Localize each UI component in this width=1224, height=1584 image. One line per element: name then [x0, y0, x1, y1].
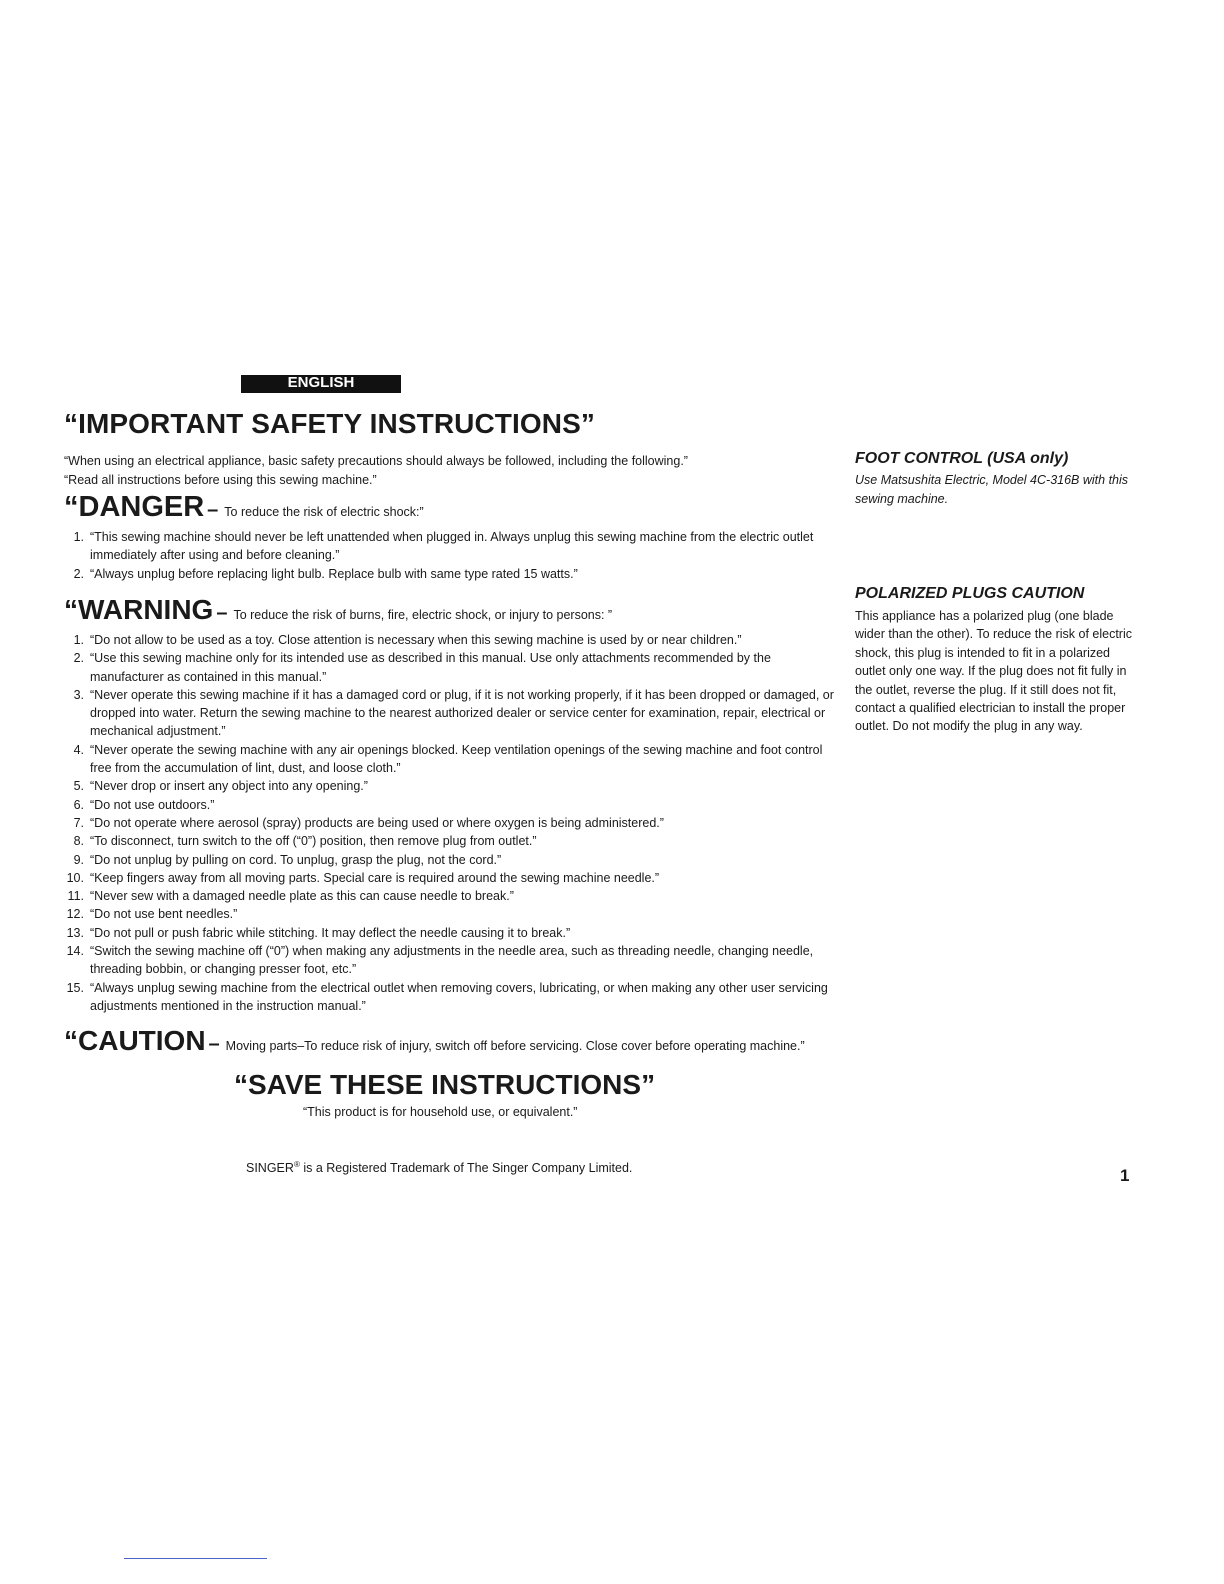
item-number: 4.	[73, 742, 84, 757]
item-text: “Do not use outdoors.”	[90, 797, 215, 812]
danger-word: “DANGER	[64, 491, 205, 523]
item-text: “Keep fingers away from all moving parts. Special care is required around the sewing machine needle.”	[90, 870, 660, 885]
polarized-plugs-text: This appliance has a polarized plug (one blade wider than the other). To reduce the risk of electric shock, this plug is intended to fit in a polarized outlet only one way. If the plug does not fit fully in the outlet, reverse the plug. If it still does not fit, contact a qualified electrician to install the proper outlet. Do not modify the plug in any way.	[855, 609, 1132, 734]
item-number: 7.	[73, 815, 84, 830]
caution-dash: –	[208, 1033, 220, 1055]
item-text: “Do not use bent needles.”	[90, 907, 238, 922]
item-text: “Never sew with a damaged needle plate as this can cause needle to break.”	[90, 889, 514, 904]
item-number: 9.	[73, 852, 84, 867]
danger-heading	[64, 491, 424, 524]
danger-dash: –	[207, 499, 219, 521]
caution-note: Moving parts–To reduce risk of injury, switch off before servicing. Close cover before operating machine.”	[225, 1039, 805, 1053]
list-item	[62, 814, 842, 832]
list-item	[62, 528, 842, 565]
list-item	[62, 924, 842, 942]
foot-control-text: Use Matsushita Electric, Model 4C-316B with this sewing machine.	[855, 473, 1129, 506]
caution-word: “CAUTION	[64, 1025, 206, 1056]
list-item	[62, 796, 842, 814]
item-number: 14.	[66, 944, 84, 959]
item-number: 2.	[73, 566, 84, 581]
item-text: “To disconnect, turn switch to the off (“0”) position, then remove plug from outlet.”	[90, 834, 537, 849]
list-item	[62, 887, 842, 905]
save-instructions-title: “SAVE THESE INSTRUCTIONS”	[234, 1069, 656, 1100]
page-number: 1	[1120, 1166, 1130, 1185]
warning-list	[62, 631, 842, 1015]
household-note: “This product is for household use, or equivalent.”	[303, 1105, 578, 1119]
warning-word: “WARNING	[64, 594, 214, 625]
intro-line: “When using an electrical appliance, basic safety precautions should always be followed, including the following.”	[64, 454, 688, 468]
item-text: “Always unplug before replacing light bulb. Replace bulb with same type rated 15 watts.”	[90, 566, 578, 581]
item-text: “Switch the sewing machine off (“0”) when making any adjustments in the needle area, such as threading needle, changing needle, threading bobbin, or changing presser foot, etc.”	[90, 944, 814, 977]
warning-note: To reduce the risk of burns, fire, electric shock, or injury to persons: ”	[233, 608, 613, 622]
item-text: “Never operate this sewing machine if it has a damaged cord or plug, if it is not working properly, if it has been dropped or damaged, or dropped into water. Return the sewing machine to the nearest authorized dealer or service center for examination, repair, electrical or mechanical adjustment.”	[90, 687, 834, 739]
bottom-rule	[124, 1558, 267, 1559]
item-text: “Always unplug sewing machine from the electrical outlet when removing covers, lubricating, or when making any other user servicing adjustments mentioned in the instruction manual.”	[90, 980, 828, 1013]
danger-note: To reduce the risk of electric shock:”	[224, 505, 424, 519]
list-item	[62, 851, 842, 869]
item-number: 13.	[66, 925, 84, 940]
list-item	[62, 565, 842, 583]
item-number: 2.	[73, 651, 84, 666]
intro-line: “Read all instructions before using this sewing machine.”	[64, 473, 377, 487]
warning-dash: –	[216, 602, 228, 624]
item-number: 1.	[73, 530, 84, 544]
list-item	[62, 832, 842, 850]
item-number: 1.	[73, 633, 84, 647]
item-text: “Use this sewing machine only for its intended use as described in this manual. Use only attachments recommended by the manufacturer as contained in this manual.”	[90, 651, 771, 684]
foot-control-heading: FOOT CONTROL (USA only)	[855, 450, 1069, 467]
trademark-brand: SINGER	[246, 1161, 294, 1176]
language-badge: ENGLISH	[241, 375, 401, 393]
caution-heading	[64, 1025, 805, 1057]
list-item	[62, 905, 842, 923]
intro-text	[64, 452, 688, 490]
list-item	[62, 777, 842, 795]
polarized-plugs-heading: POLARIZED PLUGS CAUTION	[855, 585, 1085, 602]
trademark-text: is a Registered Trademark of The Singer Company Limited.	[299, 1161, 633, 1176]
item-number: 11.	[67, 889, 84, 904]
item-text: “Never operate the sewing machine with any air openings blocked. Keep ventilation openings of the sewing machine and foot control free from the accumulation of lint, dust, and loose cloth.”	[90, 742, 823, 776]
registered-mark: ®	[293, 1160, 300, 1169]
list-item	[62, 741, 842, 778]
item-number: 8.	[73, 834, 84, 849]
item-text: “Do not unplug by pulling on cord. To unplug, grasp the plug, not the cord.”	[90, 852, 502, 867]
item-number: 3.	[73, 687, 84, 702]
item-text: “Do not operate where aerosol (spray) products are being used or where oxygen is being administered.”	[90, 815, 664, 830]
page-title: “IMPORTANT SAFETY INSTRUCTIONS”	[64, 408, 595, 439]
item-number: 10.	[66, 870, 84, 885]
list-item	[62, 869, 842, 887]
item-text: “Do not allow to be used as a toy. Close attention is necessary when this sewing machine is used by or near children.”	[90, 633, 742, 647]
list-item	[62, 631, 842, 649]
list-item	[62, 942, 842, 979]
danger-list	[62, 528, 842, 583]
list-item	[62, 686, 842, 741]
item-number: 6.	[73, 797, 84, 812]
item-number: 15.	[66, 980, 84, 995]
warning-heading	[64, 594, 612, 626]
trademark-note	[246, 1160, 632, 1175]
item-text: “Do not pull or push fabric while stitching. It may deflect the needle causing it to break.”	[90, 925, 571, 940]
list-item	[62, 649, 842, 686]
item-number: 5.	[73, 779, 84, 794]
item-number: 12.	[66, 907, 84, 922]
item-text: “This sewing machine should never be left unattended when plugged in. Always unplug this sewing machine from the electric outlet immediately after using and before cleaning.”	[90, 530, 814, 563]
list-item	[62, 979, 842, 1016]
item-text: “Never drop or insert any object into any opening.”	[90, 779, 368, 794]
